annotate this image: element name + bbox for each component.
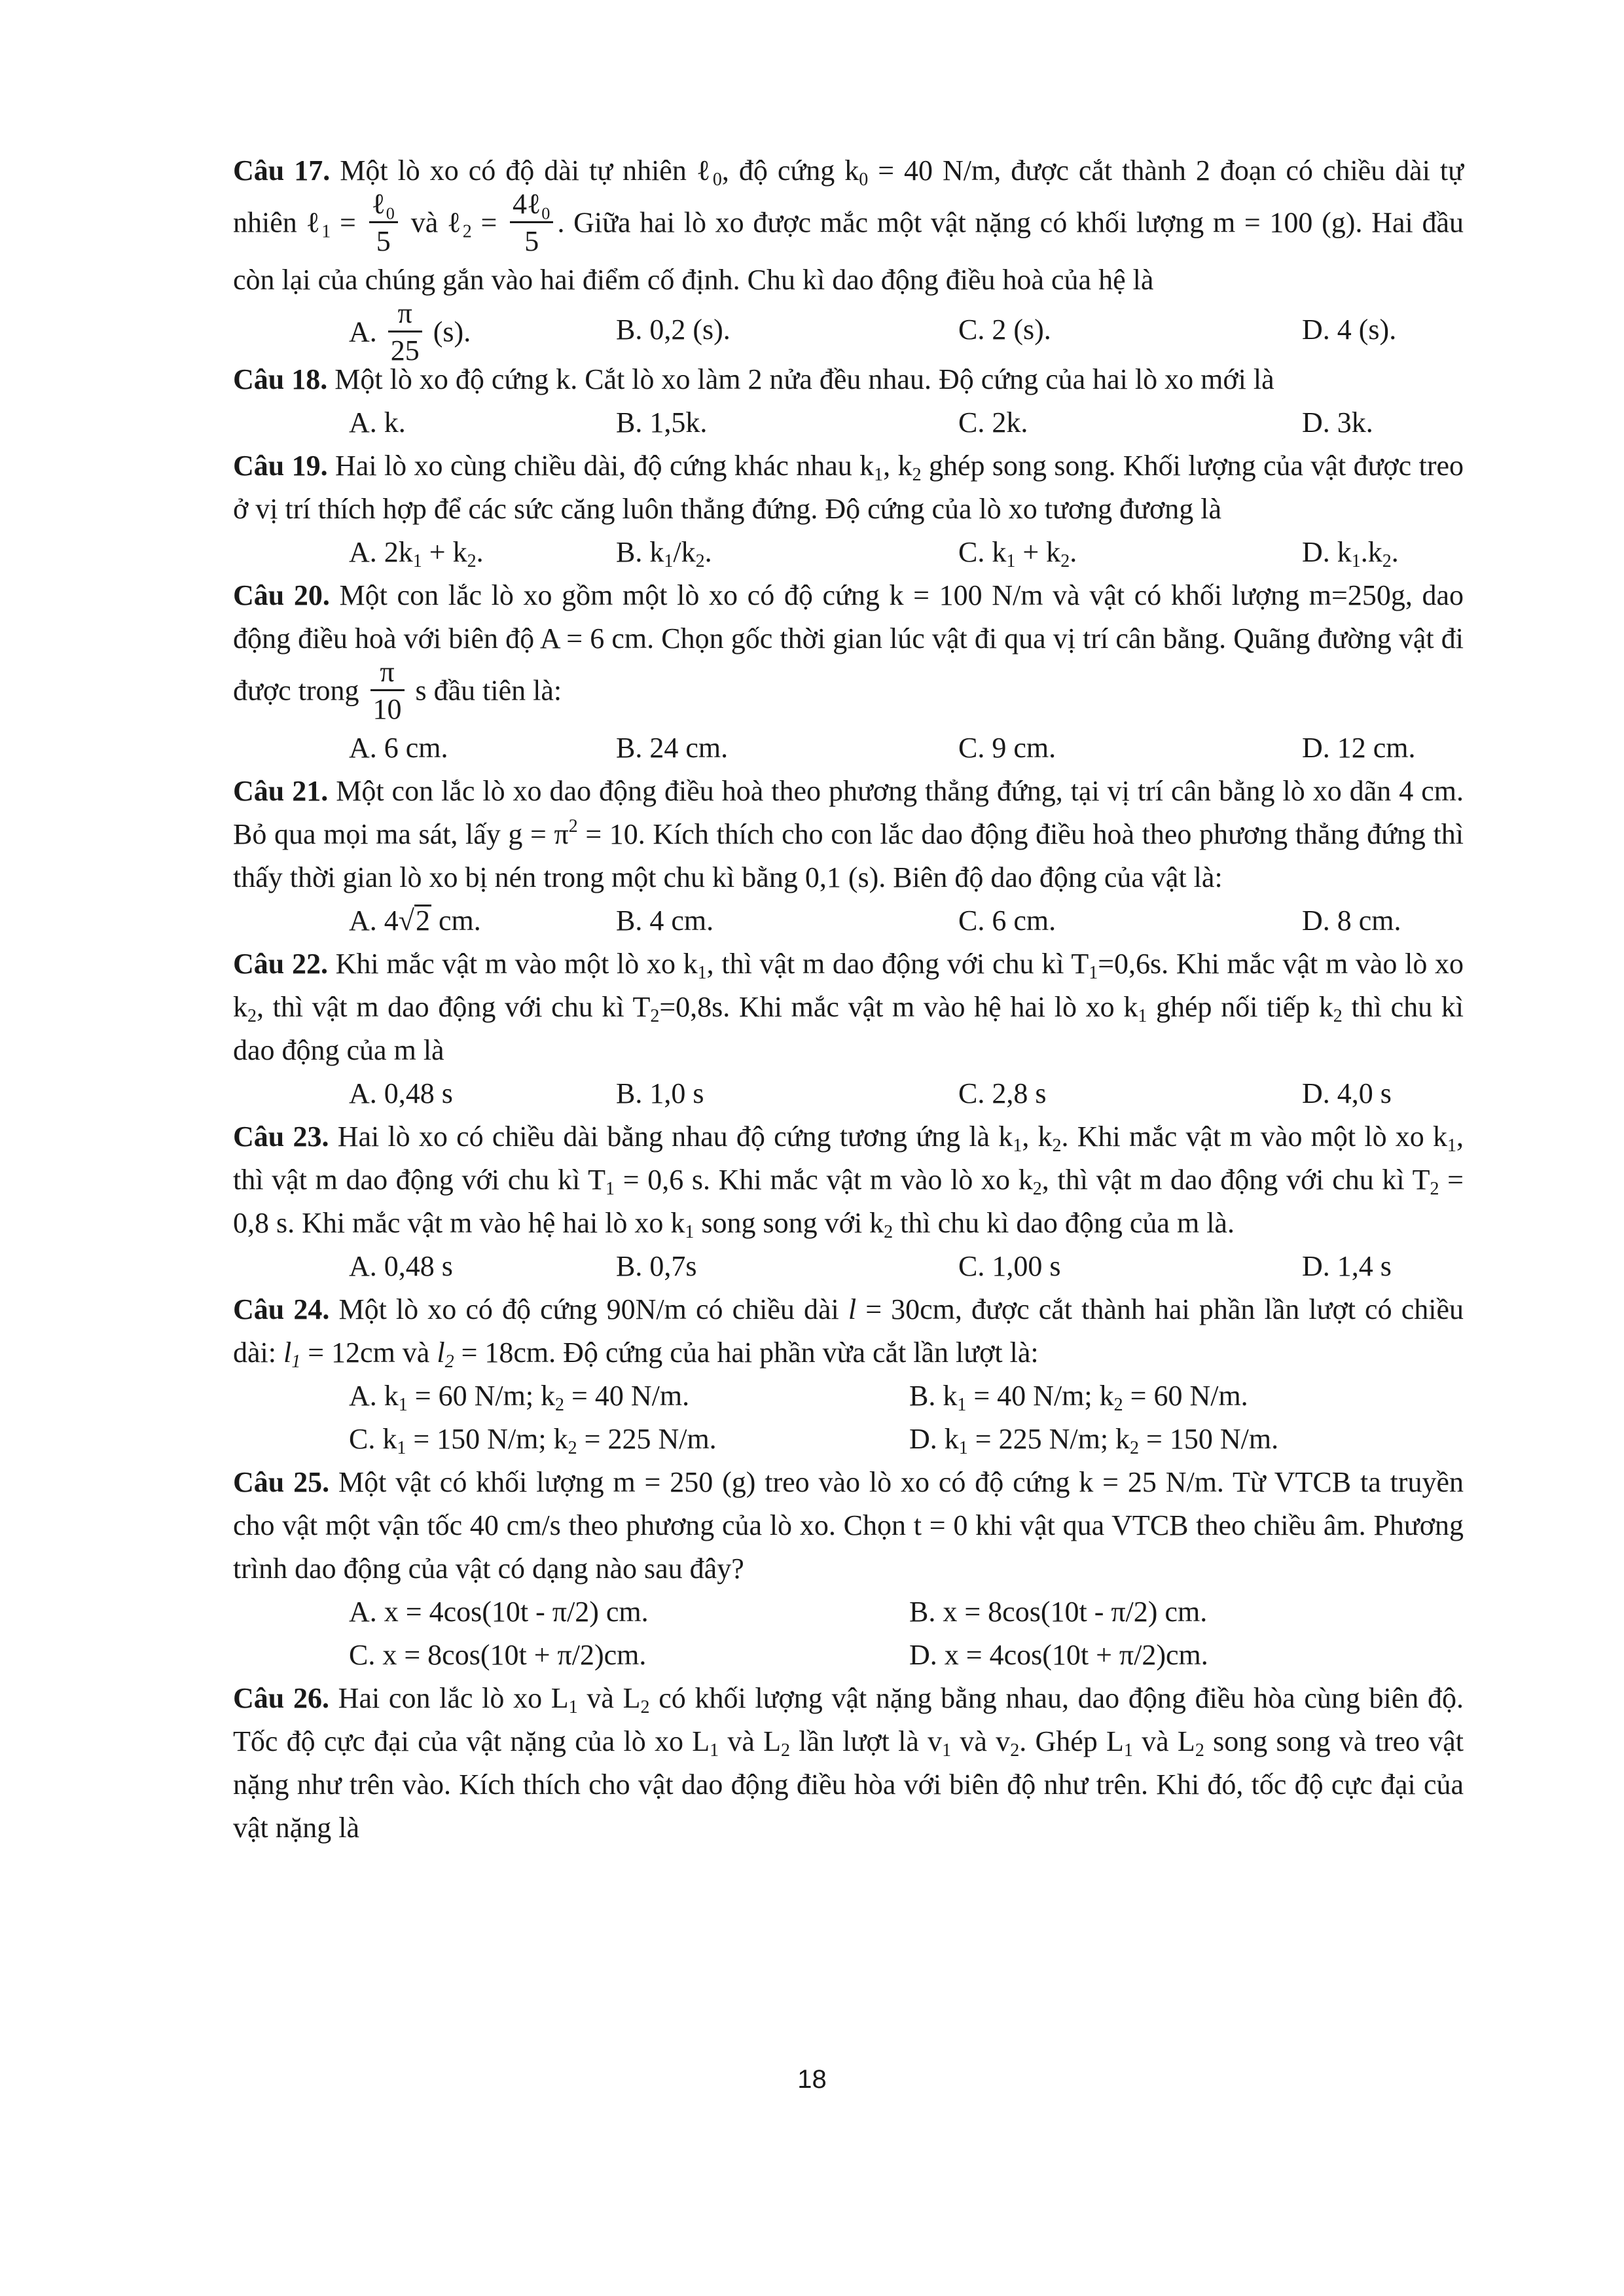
question-17-stem: Câu 17. Một lò xo có độ dài tự nhiên ℓ$_0$, độ cứng $k_0 = 40$ N/m, được cắt thành 2 đoạn có chiều dài tự nhiên ℓ$_1$ = $\frac{\text{ℓ₀}}{5}$ và ℓ$_2$ = $\frac{\text{4ℓ₀}}{5}$ . Giữa hai lò xo được mắc một vật nặng có khối lượng m = 100 (g). Hai đầu còn lại của chúng gắn vào hai điểm cố định. Chu kì dao động điều hoà của hệ là <box>233 154 1464 296</box>
fraction-pi-over-10: $\frac{\pi}{10}$ <box>370 658 405 724</box>
option-a[interactable]: A. k. <box>349 406 406 439</box>
option-b[interactable]: B. $k_1/k_2$. <box>616 536 712 571</box>
option-a[interactable]: A. 6 cm. <box>349 732 448 764</box>
answer-options <box>233 1072 1464 1115</box>
option-d[interactable]: D. 4 (s). <box>1302 314 1397 346</box>
fraction-4l0-over-5: $\frac{\text{4ℓ₀}}{5}$ <box>510 190 553 256</box>
option-c[interactable]: C. 1,00 s <box>958 1250 1061 1282</box>
question-number: Câu 25. <box>233 1466 330 1498</box>
question-25 <box>233 1461 1464 1677</box>
option-b[interactable]: B. 0,2 (s). <box>616 314 731 346</box>
option-c[interactable]: C. $k_1 + k_2$. <box>958 536 1077 571</box>
option-c[interactable]: C. 2 (s). <box>958 314 1051 346</box>
question-number: Câu 19. <box>233 450 328 482</box>
question-19 <box>233 444 1464 574</box>
option-b[interactable]: B. 4 cm. <box>616 905 714 937</box>
question-23 <box>233 1115 1464 1288</box>
question-18-stem: Câu 18. Một lò xo độ cứng k. Cắt lò xo làm 2 nửa đều nhau. Độ cứng của hai lò xo mới là <box>233 363 1274 395</box>
option-d[interactable]: D. x = 4cos(10t + π/2)cm. <box>909 1639 1208 1671</box>
question-22-stem: Câu 22. Khi mắc vật m vào một lò xo $k_1$, thì vật m dao động với chu kì $T_1=0,6s$. Khi mắc vật m vào lò xo $k_2$, thì vật m dao động với chu kì $T_2=0,8s$. Khi mắc vật m vào hệ hai lò xo $k_1$ ghép nối tiếp $k_2$ thì chu kì dao động của m là <box>233 948 1464 1066</box>
question-21 <box>233 770 1464 942</box>
question-number: Câu 22. <box>233 948 328 980</box>
question-number: Câu 26. <box>233 1682 329 1714</box>
option-d[interactable]: D. 8 cm. <box>1302 905 1401 937</box>
question-number: Câu 23. <box>233 1121 329 1153</box>
option-c[interactable]: C. 9 cm. <box>958 732 1056 764</box>
option-c[interactable]: C. x = 8cos(10t + π/2)cm. <box>349 1639 647 1671</box>
option-b[interactable]: B. 0,7s <box>616 1250 697 1282</box>
answer-options <box>233 1245 1464 1288</box>
option-b[interactable]: B. x = 8cos(10t - π/2) cm. <box>909 1596 1208 1628</box>
question-24-stem: Câu 24. Một lò xo có độ cứng 90N/m có chiều dài l = 30cm, được cắt thành hai phần lần lượt có chiều dài: $l_1 = 12cm$ và $l_2 = 18cm$. Độ cứng của hai phần vừa cắt lần lượt là: <box>233 1293 1464 1372</box>
option-c[interactable]: C. 2,8 s <box>958 1077 1047 1109</box>
option-a[interactable]: A. $k_1 = 60$ N/m; $k_2 = 40$ N/m. <box>349 1380 690 1415</box>
option-b[interactable]: B. 24 cm. <box>616 732 729 764</box>
question-18 <box>233 358 1464 444</box>
answer-options-row-2 <box>233 1634 1464 1677</box>
option-d[interactable]: D. 3k. <box>1302 406 1373 439</box>
option-d[interactable]: D. $k_1 = 225$ N/m; $k_2 = 150$ N/m. <box>909 1423 1279 1458</box>
option-a[interactable]: A. 4√2 cm. <box>349 905 481 937</box>
question-17 <box>233 149 1464 367</box>
option-d[interactable]: D. 1,4 s <box>1302 1250 1392 1282</box>
question-21-stem: Câu 21. Một con lắc lò xo dao động điều hoà theo phương thẳng đứng, tại vị trí cân bằng lò xo dãn 4 cm. Bỏ qua mọi ma sát, lấy $g = \pi^2 = 10$. Kích thích cho con lắc dao động điều hoà theo phương thẳng đứng thì thấy thời gian lò xo bị nén trong một chu kì bằng 0,1 (s). Biên độ dao động của vật là: <box>233 775 1464 893</box>
option-b[interactable]: B. 1,0 s <box>616 1077 704 1109</box>
option-d[interactable]: D. 4,0 s <box>1302 1077 1392 1109</box>
option-b[interactable]: B. $k_1 = 40$ N/m; $k_2 = 60$ N/m. <box>909 1380 1248 1415</box>
option-a[interactable]: A. x = 4cos(10t - π/2) cm. <box>349 1596 649 1628</box>
question-20 <box>233 574 1464 770</box>
option-b[interactable]: B. 1,5k. <box>616 406 708 439</box>
option-c[interactable]: C. 6 cm. <box>958 905 1056 937</box>
question-20-stem: Câu 20. Một con lắc lò xo gồm một lò xo có độ cứng k = 100 N/m và vật có khối lượng m=250g, dao động điều hoà với biên độ A = 6 cm. Chọn gốc thời gian lúc vật đi qua vị trí cân bằng. Quãng đường vật đi được trong $\frac{\pi}{10}$ s đầu tiên là: <box>233 579 1464 725</box>
question-number: Câu 17. <box>233 154 331 187</box>
question-19-stem: Câu 19. Hai lò xo cùng chiều dài, độ cứng khác nhau $k_1$, $k_2$ ghép song song. Khối lượng của vật được treo ở vị trí thích hợp để các sức căng luôn thẳng đứng. Độ cứng của lò xo tương đương là <box>233 450 1464 525</box>
answer-options-row-1 <box>233 1374 1464 1418</box>
answer-options-row-1 <box>233 1590 1464 1634</box>
fraction-pi-over-25: $\frac{\pi}{25}$ <box>388 299 422 365</box>
answer-options <box>233 401 1464 444</box>
answer-options <box>233 899 1464 942</box>
question-26 <box>233 1677 1464 1850</box>
option-a[interactable]: A. $2k_1 + k_2$. <box>349 536 484 571</box>
answer-options <box>233 531 1464 574</box>
question-number: Câu 24. <box>233 1293 330 1325</box>
question-number: Câu 18. <box>233 363 328 395</box>
square-root: 2 <box>415 905 430 937</box>
question-26-stem: Câu 26. Hai con lắc lò xo $L_1$ và $L_2$ có khối lượng vật nặng bằng nhau, dao động điều hòa cùng biên độ. Tốc độ cực đại của vật nặng của lò xo $L_1$ và $L_2$ lần lượt là $v_1$ và $v_2$. Ghép $L_1$ và $L_2$ song song và treo vật nặng như trên vào. Kích thích cho vật dao động điều hòa với biên độ như trên. Khi đó, tốc độ cực đại của vật nặng là <box>233 1682 1464 1844</box>
option-a[interactable]: A. $\frac{\pi}{25}$ (s). <box>349 297 471 367</box>
option-c[interactable]: C. 2k. <box>958 406 1028 439</box>
option-d[interactable]: D. 12 cm. <box>1302 732 1416 764</box>
question-25-stem: Câu 25. Một vật có khối lượng m = 250 (g) treo vào lò xo có độ cứng k = 25 N/m. Từ VTCB ta truyền cho vật một vận tốc 40 cm/s theo phương của lò xo. Chọn t = 0 khi vật qua VTCB theo chiều âm. Phương trình dao động của vật có dạng nào sau đây? <box>233 1466 1464 1585</box>
fraction-l0-over-5: $\frac{\text{ℓ₀}}{5}$ <box>369 190 398 256</box>
option-a[interactable]: A. 0,48 s <box>349 1250 453 1282</box>
option-a[interactable]: A. 0,48 s <box>349 1077 453 1109</box>
option-c[interactable]: C. $k_1 = 150$ N/m; $k_2 = 225$ N/m. <box>349 1423 717 1458</box>
question-number: Câu 20. <box>233 579 330 611</box>
question-22 <box>233 942 1464 1115</box>
question-23-stem: Câu 23. Hai lò xo có chiều dài bằng nhau độ cứng tương ứng là $k_1$, $k_2$. Khi mắc vật m vào một lò xo $k_1$, thì vật m dao động với chu kì $T_1 = 0,6$ s. Khi mắc vật m vào lò xo $k_2$, thì vật m dao động với chu kì $T_2 = 0,8$ s. Khi mắc vật m vào hệ hai lò xo $k_1$ song song với $k_2$ thì chu kì dao động của m là. <box>233 1121 1464 1242</box>
page-number: 18 <box>797 2065 827 2094</box>
answer-options <box>233 297 1464 367</box>
question-number: Câu 21. <box>233 775 329 807</box>
answer-options-row-2 <box>233 1418 1464 1461</box>
question-24 <box>233 1288 1464 1461</box>
option-d[interactable]: D. $k_1.k_2$. <box>1302 536 1399 571</box>
question-list <box>233 149 1464 1850</box>
answer-options <box>233 726 1464 770</box>
